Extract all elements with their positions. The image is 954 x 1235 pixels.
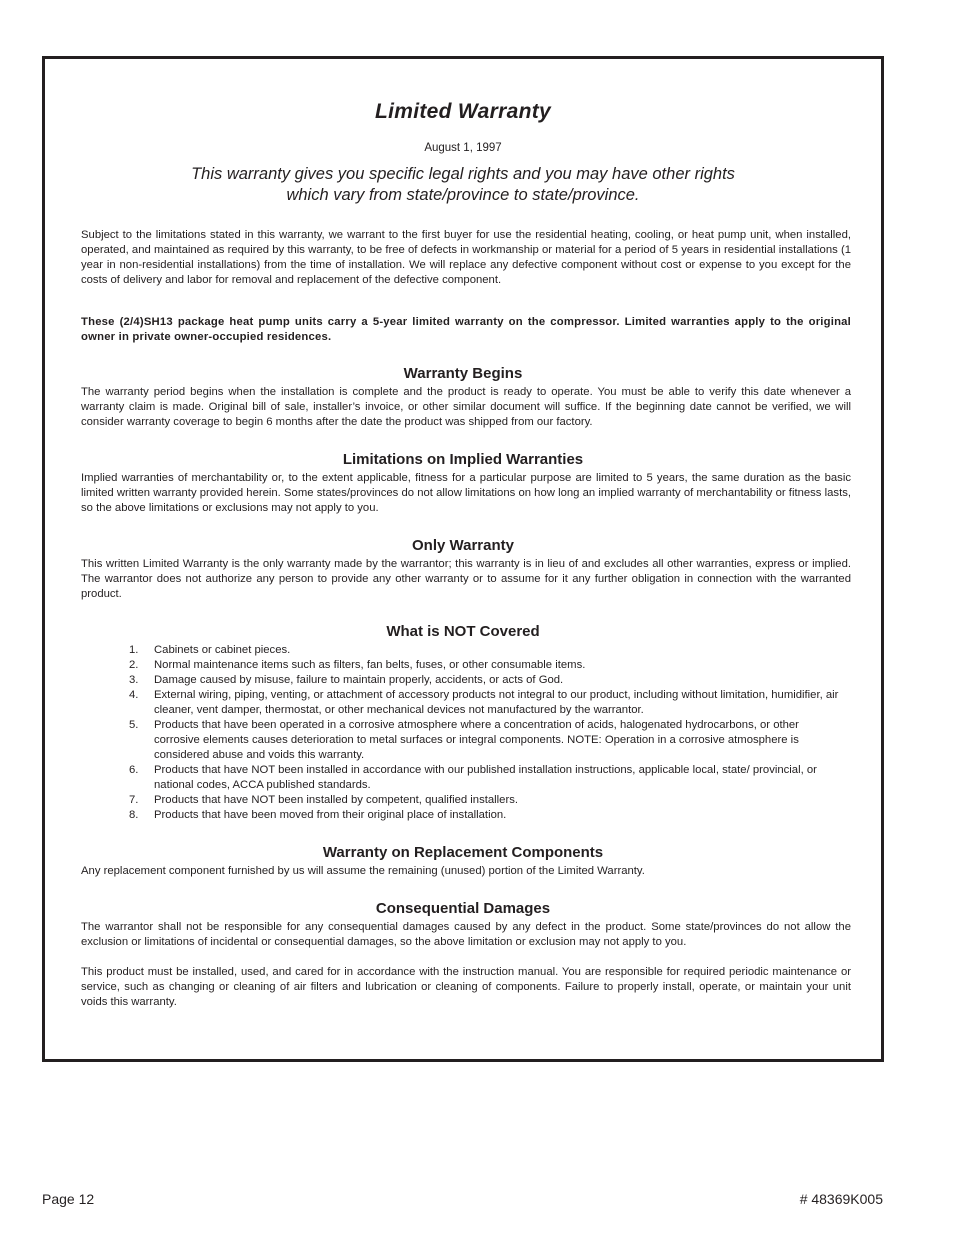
only-warranty-body: This written Limited Warranty is the only warranty made by the warrantor; this warranty is in lieu of and excludes all other warranties, express or implied. The warrantor does not authorize any person to provide any other warranty or to assume for it any further obligation in connection with the warranted product.: [81, 558, 851, 600]
page-title: Limited Warranty: [375, 100, 551, 123]
list-item: 4. External wiring, piping, venting, or attachment of accessory products not integral to our product, including without limitation, humidifier, air cleaner, vent damper, thermostat, or other mechanical devices not manufactured by the warrantor.: [129, 689, 839, 716]
notice-line-1: This warranty gives you specific legal rights and you may have other rights: [191, 165, 735, 183]
not-covered-list: [125, 643, 847, 823]
heading-not-covered: What is NOT Covered: [386, 623, 540, 640]
intro-paragraph: Subject to the limitations stated in this warranty, we warrant to the first buyer for use the residential heating, cooling, or heat pump unit, when installed, operated, and maintained as required by this warranty, to be free of defects in workmanship or material for a period of 5 years in residential installations (1 year in non-residential installations) from the time of installation. We will replace any defective component without cost or expense to you except for the costs of delivery and labor for removal and replacement of the defective component.: [81, 229, 851, 286]
document-number: # 48369K005: [799, 1191, 883, 1207]
replacement-components-body: Any replacement component furnished by us will assume the remaining (unused) portion of the Limited Warranty.: [81, 865, 645, 877]
page-number: Page 12: [42, 1191, 95, 1207]
closing-paragraph: This product must be installed, used, and cared for in accordance with the instruction manual. You are responsible for required periodic maintenance or service, such as changing or cleaning of air filters and lubrication or cleaning of components. Failure to properly install, operate, or maintain your unit voids this warranty.: [81, 966, 851, 1008]
heading-limitations: Limitations on Implied Warranties: [342, 451, 584, 468]
heading-consequential-damages: Consequential Damages: [375, 900, 551, 917]
list-item: 3. Damage caused by misuse, failure to maintain properly, accidents, or acts of God.: [129, 674, 564, 686]
warranty-box: [42, 56, 884, 1062]
notice-line-2: which vary from state/province to state/province.: [286, 186, 640, 204]
list-item: 5. Products that have been operated in a corrosive atmosphere where a concentration of acids, halogenated hydrocarbons, or other corrosive elements causes deterioration to metal surfaces or integral components. NOTE: Operation in a corrosive atmosphere is considered abuse and voids this warranty.: [129, 719, 799, 761]
list-item: 1. Cabinets or cabinet pieces.: [129, 644, 291, 656]
legal-rights-notice: [45, 164, 881, 206]
heading-only-warranty: Only Warranty: [412, 537, 514, 554]
list-item: 2. Normal maintenance items such as filters, fan belts, fuses, or other consumable items.: [129, 659, 586, 671]
warranty-date: August 1, 1997: [424, 142, 502, 154]
heading-warranty-begins: Warranty Begins: [403, 365, 523, 382]
compressor-note: These (2/4)SH13 package heat pump units carry a 5-year limited warranty on the compressor. Limited warranties apply to the original owner in private owner-occupied residences.: [81, 316, 851, 343]
list-item: 6. Products that have NOT been installed in accordance with our published installation instructions, applicable local, state/ provincial, or national codes, ACCA published standards.: [129, 764, 817, 791]
consequential-damages-body: The warrantor shall not be responsible for any consequential damages caused by any defect in the product. Some state/provinces do not allow the exclusion or limitations of incidental or consequential damages, so the above limitation or exclusion may not apply to you.: [81, 921, 851, 948]
list-item: 7. Products that have NOT been installed by competent, qualified installers.: [129, 794, 519, 806]
limitations-body: Implied warranties of merchantability or, to the extent applicable, fitness for a particular purpose are limited to 5 years, the same duration as the basic limited written warranty provided herein. Some states/provinces do not allow limitations on how long an implied warranty of merchantability or fitness lasts, so the above limitations or exclusions may not apply to you.: [81, 472, 851, 514]
warranty-begins-body: The warranty period begins when the installation is complete and the product is ready to operate. You must be able to verify this date whenever a warranty claim is made. Original bill of sale, installer’s invoice, or other similar document will suffice. If the beginning date cannot be verified, we will consider warranty coverage to begin 6 months after the date the product was shipped from our factory.: [81, 386, 851, 428]
heading-replacement-components: Warranty on Replacement Components: [322, 844, 604, 861]
list-item: 8. Products that have been moved from their original place of installation.: [129, 809, 507, 821]
